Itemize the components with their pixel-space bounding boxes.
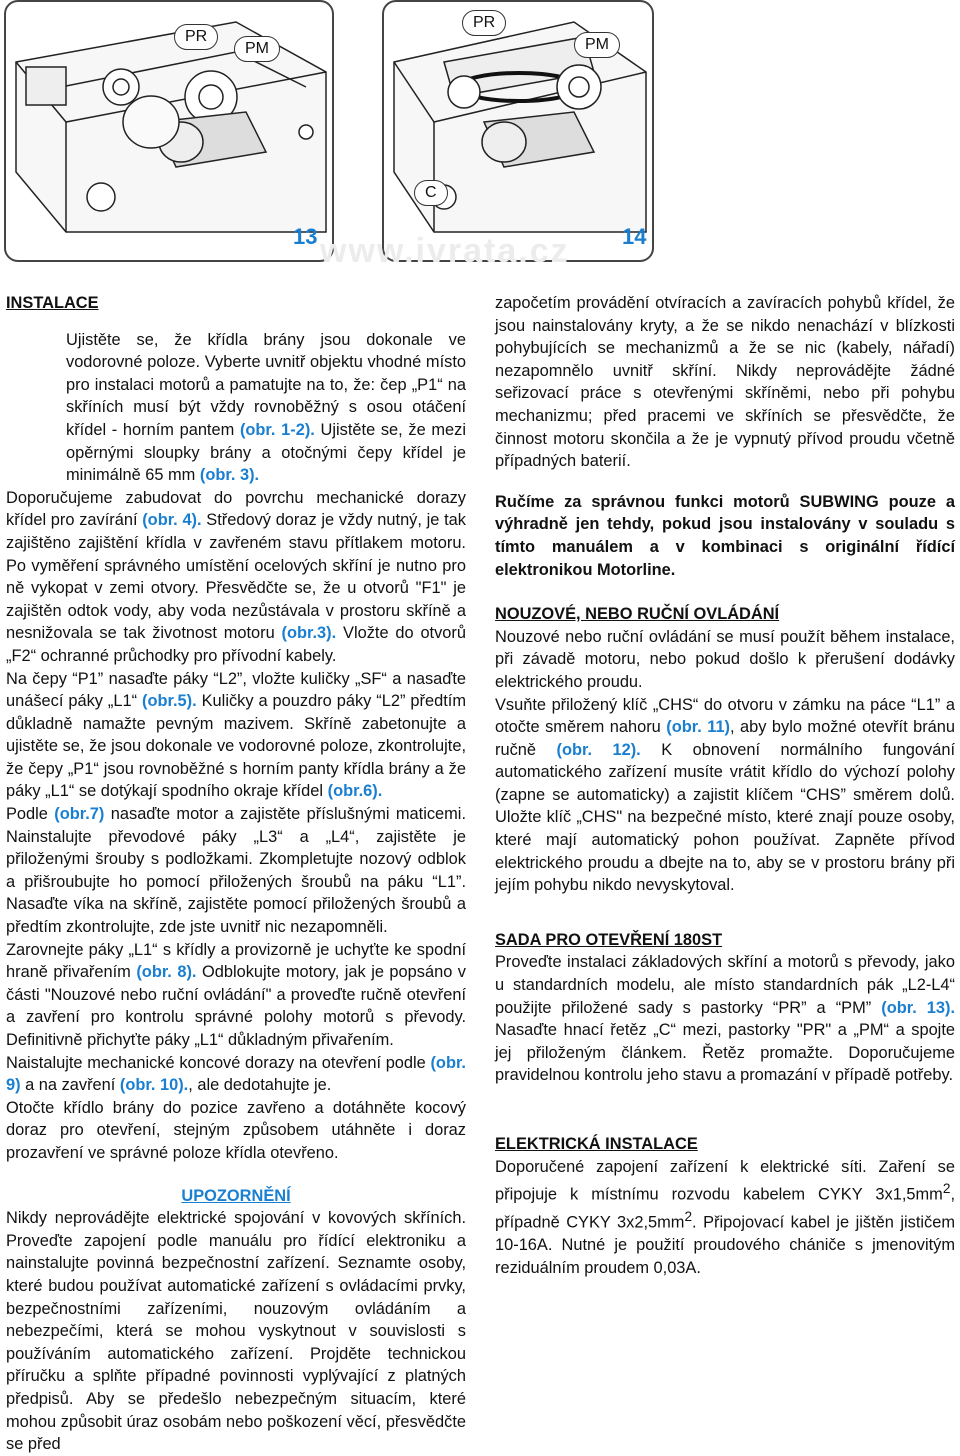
heading-sada: SADA PRO OTEVŘENÍ 180ST bbox=[495, 930, 723, 949]
text: . Připojovací kabel je jištěn jističem 10-16A. Nutné je použití proudového cháničе s jmenovitým reziduálním proudem 0,03A. bbox=[495, 1213, 955, 1277]
text: Kuličky a pouzdro páky “L2” předtím důkladně namažte pevným mazivem. Skříně zabetonujte a ujistěte se, že jsou dokonale ve vodorovné poloze, zkontrolujte, že čepy „P1“ jsou rovnoběžné s horním panty křídla brány a že páky „L1“ se dotýkají spodního okraje křídel bbox=[6, 692, 466, 801]
right-column bbox=[495, 292, 955, 1280]
figure-ref: (obr. 1-2). bbox=[239, 420, 315, 439]
figure-number-14: 14 bbox=[622, 224, 647, 249]
paragraph: Nouzové nebo ruční ovládání se musí použít během instalace, při závadě motoru, nebo pokud došlo k přerušení dodávky elektrického proudu. bbox=[495, 627, 955, 691]
text: Proveďte instalaci základových skříní a motorů s převody, jako u standardních modelu, ale místo standardních pák „L2-L4“ použijte přiložené sady s pastorky “PR” a “PM” bbox=[495, 953, 955, 1017]
text: Vsuňte přiložený klíč „CHS“ do otvoru v zámku na páce “L1” a otočte směrem nahoru bbox=[495, 695, 955, 737]
paragraph: Otočte křídlo brány do pozice zavřeno a dotáhněte kocový doraz pro otevření, stejným způsobem utáhněte i doraz prozavření ve správné poloze křídla otevřeno. bbox=[6, 1098, 466, 1162]
figure-ref: (obr.5). bbox=[142, 692, 197, 711]
text: Naistalujte mechanické koncové dorazy na otevření podle bbox=[6, 1053, 426, 1072]
paragraph: započetím provádění otvíracích a zavíracích pohybů křídel, že jsou nainstalovány kryty, a že se nikdo nenachází v blízkosti pohybujících se mechanizmů a že se nic (kabely, nářadí) nezapomnělo uvnitř skříní. Nikdy neprovádějte žádné seřizovací práce s otevřenými skříněmi, nebo při pohybu mechanizmu; před pracemi ve skříních se přesvědčte, že činnost motoru skončila a že je vypnutý přívod proudu včetně případných baterií. bbox=[495, 294, 955, 471]
figure-ref: (obr. 12). bbox=[556, 740, 641, 759]
text: Vložte do otvorů „F2“ ochranné průchodky pro přívodní kabely. bbox=[6, 624, 466, 665]
figure-ref: (obr. 11) bbox=[666, 718, 731, 737]
left-column bbox=[6, 292, 466, 1456]
paragraph bbox=[6, 803, 466, 939]
superscript: 2 bbox=[942, 1181, 951, 1197]
text: Doporučené zapojení zařízení k elektrické síti. Zaření se připojuje k místnímu rozvodu kabelem CYKY 3x1,5mm bbox=[495, 1157, 955, 1204]
figure-ref: (obr. 10). bbox=[119, 1076, 189, 1095]
text: , ale dedotahujte je. bbox=[188, 1076, 332, 1095]
text: , aby bylo možné otevřít bránu ručně bbox=[495, 718, 955, 759]
text: Ujistěte se, že mezi opěrnými sloupky brány a otočnými čepy křídel je minimálně 65 mm bbox=[66, 420, 466, 485]
callout-pm: PM bbox=[574, 32, 620, 58]
paragraph: Nikdy neprovádějte elektrické spojování v kovových skříních. Proveďte zapojení podle manuálu pro řídící elektroniku a nainstalujte povinná bezpečnostní zařízení. Seznamte osoby, které budou používat automatické zařízení s ovládacími prvky, bezpečnostními zařízeními, nouzovým ovládáním a nebezpečími, která se mohou vyskytnout v souvislosti s používáním automatického zařízení. Projděte technickou příručku a splňte případné povinnosti vyplývající z platných předpisů. Aby se předešlo nebezpečným situacím, které mohou způsobit úraz osobám nebo poškození věcí, přesvědčte se před bbox=[6, 1209, 466, 1454]
paragraph bbox=[6, 487, 466, 668]
paragraph bbox=[6, 668, 466, 804]
heading-elektricka: ELEKTRICKÁ INSTALACE bbox=[495, 1135, 698, 1153]
paragraph bbox=[495, 1156, 955, 1280]
superscript: 2 bbox=[684, 1209, 693, 1225]
callout-pm: PM bbox=[234, 36, 280, 62]
figure-ref: (obr. 4). bbox=[142, 511, 202, 530]
figure-13 bbox=[4, 0, 334, 262]
text: Ujistěte se, že křídla brány jsou dokonale ve vodorovné poloze. Vyberte uvnitř objektu vhodné místo pro instalaci motorů a pamatujte na to, že: čep „P1“ na skříních musí být vždy rovnoběžný s osou otáčení křídel - horním pantem bbox=[66, 330, 466, 439]
callout-pr: PR bbox=[174, 24, 218, 50]
figure-number-13: 13 bbox=[293, 224, 318, 249]
callout-c: C bbox=[414, 180, 448, 206]
heading-instalace: INSTALACE bbox=[6, 294, 99, 312]
text: Zarovnejte páky „L1“ s křídly a provizorně je uchyťte ke spodní hraně přivařením bbox=[6, 940, 466, 982]
paragraph bbox=[6, 939, 466, 1052]
text: a na zavření bbox=[25, 1076, 116, 1095]
heading-nouzove: NOUZOVÉ, NEBO RUČNÍ OVLÁDÁNÍ bbox=[495, 605, 780, 624]
text: K obnovení normálního fungování automatického zařízení musíte vrátit křídlo do výchozí polohy (zapne se automaticky) a zajistit klíčem “CHS” směrem dolů. Uložte klíč „CHS" na bezpečné místo, které znají pouze osoby, které mají automatický pohon používat. Zapněte přívod elektrického proudu a dbejte na to, aby se v prostoru brány při jejím pohybu nikdo nevyskytoval. bbox=[495, 740, 956, 895]
paragraph bbox=[6, 329, 466, 487]
figure-14 bbox=[382, 0, 654, 262]
text: Středový doraz je vždy nutný, je tak zajištěno zajištění křídla v zavřeném stavu přítlakem motoru. Po vyměření správného umístění ocelových skříní je nutno pro ně vykopat v zemi otvory. Přesvědčte se, že u otvorů "F1" je zajištěn odtok vody, aby voda nezůstávala v prostoru skříně a nesnižovala se tak životnost motoru bbox=[6, 511, 466, 643]
text: Na čepy “P1” nasaďte páky “L2”, vložte kuličky „SF“ a nasaďte unášecí páky „L1“ bbox=[6, 669, 466, 711]
figure-ref: (obr.3). bbox=[281, 624, 337, 643]
paragraph bbox=[495, 951, 955, 1087]
figure-ref: (obr.7) bbox=[54, 805, 105, 824]
callout-pr: PR bbox=[462, 10, 506, 36]
bold-notice: Ručíme za správnou funkci motorů SUBWING pouze a výhradně jen tehdy, pokud jsou instalovány v souladu s tímto manuálem a v kombinaci s originální řídící elektronikou Motorline. bbox=[495, 492, 955, 579]
heading-upozorneni: UPOZORNĚNÍ bbox=[181, 1186, 291, 1205]
figure-ref: (obr. 13). bbox=[881, 998, 956, 1017]
paragraph bbox=[495, 694, 955, 897]
text: Podle bbox=[6, 805, 48, 824]
text: Doporučujeme zabudovat do povrchu mechanické dorazy křídel pro zavírání bbox=[6, 488, 466, 530]
gate-motor-box-drawing-13 bbox=[6, 2, 334, 262]
watermark: www.ivrata.cz bbox=[320, 232, 570, 270]
figure-ref: (obr. 3). bbox=[199, 466, 260, 485]
figure-ref: (obr.6). bbox=[327, 782, 383, 801]
text: Nasaďte hnací řetěz „C“ mezi, pastorky "PR" a „PM“ a spojte jej přiloženým článkem. Řetěz promažte. Doporučujeme pravidelnou kontrolu jeho stavu a promazání v případě potřeby. bbox=[495, 1021, 955, 1085]
figure-ref: (obr. 8). bbox=[136, 963, 197, 982]
text: Odblokujte motory, jak je popsáno v části "Nouzové nebo ruční ovládání" a proveďte ručně otevření a zavření pro kontrolu správné polohy motorů s převody. Definitivně přichyťte páky „L1“ důkladným přivařením. bbox=[6, 963, 467, 1049]
figure-ref: (obr. 9) bbox=[6, 1053, 466, 1095]
text: nasaďte motor a zajistěte příslušnými maticemi. Nainstalujte převodové páky „L3“ a „L4“, zajistěte je přiloženými šrouby s podložkami. Zkompletujte nozový odblok a přišroubujte ho pomocí přiložených šroubů na páku “L1”. Nasaďte víka na skříně, zajistěte pomocí přiložených šroubů a předtím zkontrolujte, zde jste uvnitř nic nezapomněli. bbox=[6, 805, 466, 937]
paragraph bbox=[6, 1052, 466, 1097]
text: , případně CYKY 3x2,5mm bbox=[495, 1185, 955, 1232]
